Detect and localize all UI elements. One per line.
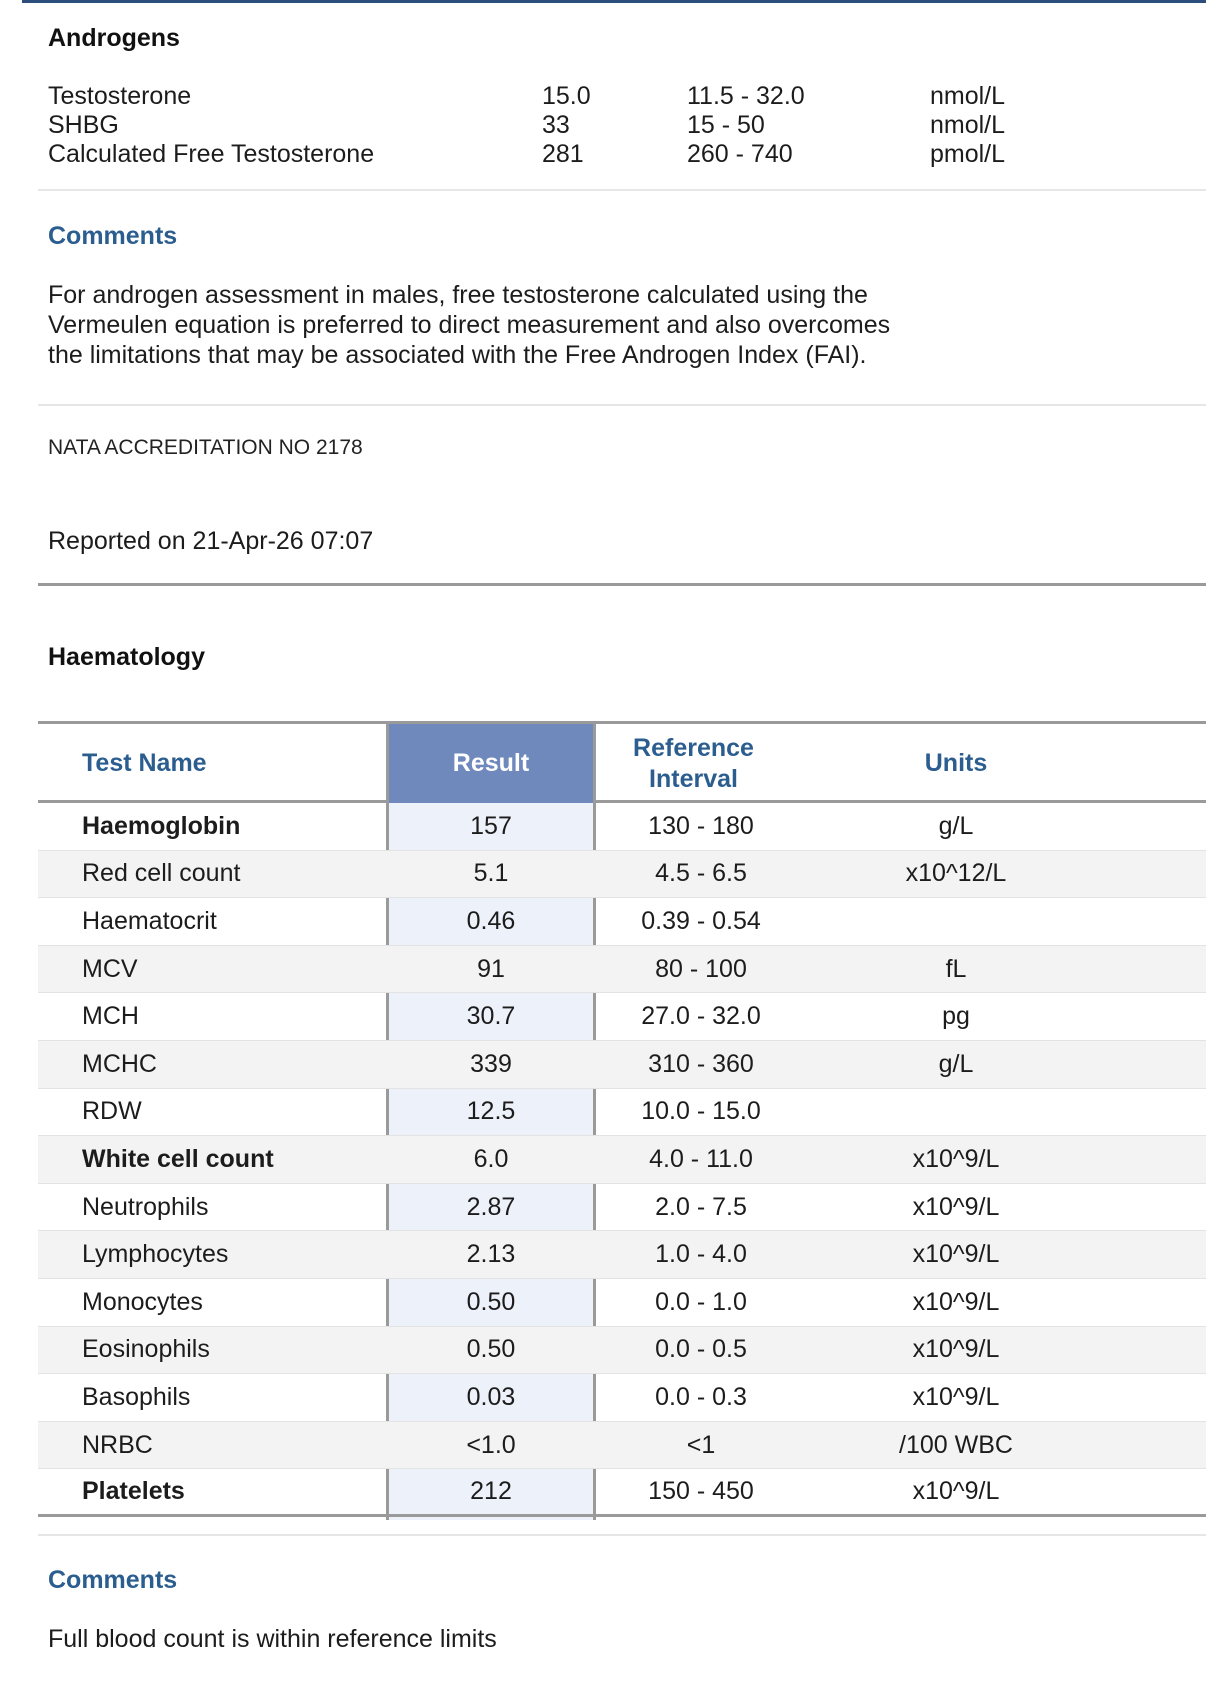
test-result: 212 [470,1477,512,1506]
test-name: Testosterone [48,82,192,110]
header-test-name: Test Name [82,749,207,777]
comment-line: the limitations that may be associated with the Free Androgen Index (FAI). [48,341,867,369]
test-reference: 310 - 360 [648,1049,754,1078]
test-reference: 130 - 180 [648,811,754,840]
test-units: x10^9/L [912,1192,1000,1221]
test-result: 15.0 [542,82,591,110]
top-rule [22,0,1206,3]
test-result: 339 [470,1049,512,1078]
table-header [38,721,1206,803]
test-result: 91 [477,954,505,983]
header-reference-line: Interval [649,764,738,793]
test-units: x10^9/L [912,1144,1000,1173]
test-name: SHBG [48,111,119,139]
test-name: RDW [82,1097,142,1126]
test-name: Lymphocytes [82,1240,229,1269]
reported-timestamp: Reported on 21-Apr-26 07:07 [48,527,374,555]
test-result: 0.46 [466,906,516,935]
test-reference: 10.0 - 15.0 [641,1097,761,1126]
header-reference-interval [596,724,791,803]
test-result: 12.5 [466,1097,516,1126]
test-reference: 0.0 - 1.0 [655,1287,747,1316]
test-result: 157 [470,811,512,840]
test-result: 0.50 [466,1335,516,1364]
comment-line: For androgen assessment in males, free testosterone calculated using the [48,281,868,309]
test-reference: 0.0 - 0.5 [655,1335,747,1364]
test-units [856,1089,1056,1136]
test-units: g/L [938,1049,974,1078]
divider [38,189,1206,191]
table-row [38,1184,1206,1232]
accreditation-text: NATA ACCREDITATION NO 2178 [48,436,363,459]
test-result: 2.87 [466,1192,516,1221]
test-reference: 80 - 100 [655,954,747,983]
test-result: 5.1 [473,859,509,888]
section-divider [38,583,1206,586]
test-name: Monocytes [82,1287,203,1316]
comment-line: Vermeulen equation is preferred to direct measurement and also overcomes [48,311,891,339]
header-reference-line: Reference [633,733,754,762]
test-result: 33 [542,111,570,139]
table-body [38,803,1206,1517]
test-result: 6.0 [473,1144,509,1173]
androgen-row [48,111,1048,141]
haematology-comment: Full blood count is within reference limits [48,1625,497,1653]
table-row [38,898,1206,946]
test-result: <1.0 [466,1430,516,1459]
table-row [38,1279,1206,1327]
androgens-comment [48,280,968,370]
header-result: Result [386,724,596,803]
androgen-row [48,82,1048,112]
table-row [38,1231,1206,1279]
test-name: Haemoglobin [82,811,241,840]
table-row [38,803,1206,851]
test-units: g/L [938,811,974,840]
test-name: NRBC [82,1430,153,1459]
header-units: Units [924,749,988,777]
divider [38,1534,1206,1536]
test-reference: 150 - 450 [648,1477,754,1506]
test-name: MCV [82,954,138,983]
test-name: Eosinophils [82,1335,210,1364]
test-reference: 4.5 - 6.5 [655,859,747,888]
test-name: MCH [82,1002,139,1031]
test-units: nmol/L [930,111,1006,139]
test-units: x10^9/L [912,1240,1000,1269]
test-reference: 15 - 50 [687,111,765,139]
test-reference: 1.0 - 4.0 [655,1240,747,1269]
test-reference: 260 - 740 [687,140,793,168]
test-units: /100 WBC [899,1430,1013,1459]
test-reference: 27.0 - 32.0 [641,1002,761,1031]
test-name: Platelets [82,1477,185,1506]
test-name: Calculated Free Testosterone [48,140,375,168]
test-name: Red cell count [82,859,241,888]
test-result: 281 [542,140,584,168]
test-units: pmol/L [930,140,1006,168]
table-row [38,1374,1206,1422]
test-units: x10^9/L [912,1477,1000,1506]
table-row [38,1327,1206,1375]
androgens-title: Androgens [48,24,180,52]
table-row [38,946,1206,994]
test-reference: 0.0 - 0.3 [655,1382,747,1411]
test-units: x10^9/L [912,1382,1000,1411]
test-units: nmol/L [930,82,1006,110]
test-units: x10^12/L [905,859,1007,888]
table-row [38,1469,1206,1517]
test-name: Haematocrit [82,906,217,935]
table-row [38,1089,1206,1137]
test-reference: 4.0 - 11.0 [649,1144,753,1173]
test-units: pg [942,1002,970,1031]
test-units [856,898,1056,945]
test-reference: 11.5 - 32.0 [687,82,805,110]
haematology-comments-title: Comments [48,1566,178,1594]
table-row [38,1136,1206,1184]
test-result: 0.50 [466,1287,516,1316]
test-result: 2.13 [466,1240,516,1269]
test-name: Neutrophils [82,1192,209,1221]
test-name: MCHC [82,1049,157,1078]
test-name: Basophils [82,1382,191,1411]
androgens-comments-title: Comments [48,222,178,250]
table-row [38,851,1206,899]
test-reference: 2.0 - 7.5 [655,1192,747,1221]
androgen-row [48,140,1048,170]
table-row [38,1041,1206,1089]
test-units: x10^9/L [912,1335,1000,1364]
haematology-title: Haematology [48,643,205,671]
test-reference: 0.39 - 0.54 [641,906,761,935]
table-row [38,993,1206,1041]
test-result: 30.7 [466,1002,516,1031]
divider [38,404,1206,406]
test-name: White cell count [82,1144,274,1173]
haematology-table [38,721,1206,1517]
test-units: fL [945,954,967,983]
test-reference: <1 [686,1430,716,1459]
table-row [38,1422,1206,1470]
test-result: 0.03 [466,1382,516,1411]
test-units: x10^9/L [912,1287,1000,1316]
